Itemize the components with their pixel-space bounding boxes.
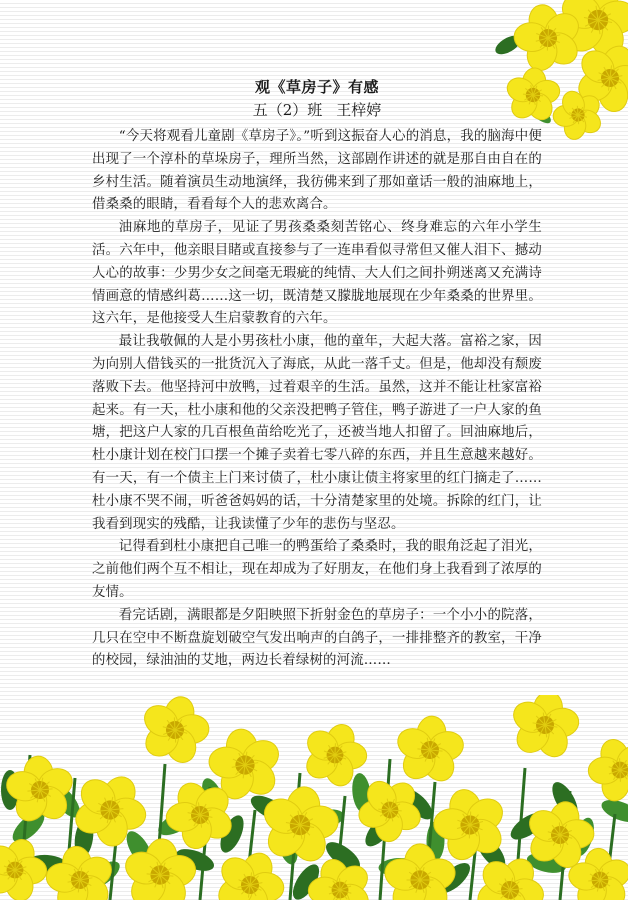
leaf-icon <box>46 780 85 822</box>
leaf-icon <box>1 770 19 810</box>
flower-icon <box>0 753 79 829</box>
flower-icon <box>152 769 248 863</box>
flower-icon <box>515 793 604 879</box>
flower-icon <box>460 842 558 900</box>
flower-icon <box>0 829 58 900</box>
flower-icon <box>503 695 587 767</box>
leaf-icon <box>569 815 598 859</box>
leaf-icon <box>247 791 291 826</box>
leaf-icon <box>433 858 475 898</box>
leaf-icon <box>144 864 172 900</box>
paragraph-3: 最让我敬佩的人是小男孩杜小康，他的童年，大起大落。富裕之家，因为向别人借钱买的一批货沉入了海底，从此一落千丈。但是，他却没有颓废落败下去。他坚持河中放鸭，过着艰辛的生活。虽然，这并不能让杜家富裕起来。有一天，杜小康和他的父亲没把鸭子管住，鸭子游进了一户人家的鱼塘，把这户人家的几百根鱼苗给吃光了，还被当地人扣留了。回油麻地后，杜小康计划在校门口摆一个摊子卖着七零八碎的东西，并且生意越来越好。有一天，有一个债主上门来讨债了，杜小康让债主将家里的红门摘走了……杜小康不哭不闹，听爸爸妈妈的话，十分清楚家里的处境。拆除的红门，让我看到现实的残酷，让我读懂了少年的悲伤与坚忍。 <box>92 334 542 532</box>
leaf-icon <box>506 807 549 844</box>
leaf-icon <box>360 809 400 851</box>
flower-icon <box>423 780 518 872</box>
flower-icon <box>252 780 348 872</box>
leaf-icon <box>303 806 346 831</box>
leaf-icon <box>378 857 419 877</box>
yellow-flower-field-icon <box>0 695 628 900</box>
leaf-icon <box>350 772 373 814</box>
leaf-icon <box>274 823 302 866</box>
leaf-icon <box>8 807 50 847</box>
leaf-icon <box>216 812 249 856</box>
author-name: 王梓婷 <box>336 101 382 119</box>
leaf-icon <box>288 860 324 900</box>
leaf-icon <box>580 857 624 891</box>
paragraph-2: 油麻地的草房子，见证了男孩桑桑刻苦铭心、终身难忘的六年小学生活。六年中，他亲眼目睹或直接参与了一连串看似寻常但又催人泪下、撼动人心的故事：少男少女之间毫无瑕疵的纯情、大人们之间扑朔迷离又充满诗情画意的情感纠葛……这一切，既清楚又朦胧地展现在少年桑桑的世界里。这六年，是他接受人生启蒙教育的六年。 <box>92 220 542 327</box>
leaf-icon <box>81 856 124 894</box>
leaf-icon <box>155 806 199 840</box>
flower-icon <box>297 849 384 900</box>
leaf-icon <box>525 850 568 877</box>
flower-icon <box>291 714 378 799</box>
flower-icon <box>130 695 219 774</box>
flower-icon <box>577 729 628 814</box>
leaf-icon <box>452 804 493 825</box>
leaf-icon <box>426 821 445 861</box>
flower-icon <box>118 836 202 900</box>
flower-icon <box>541 78 615 140</box>
flower-icon <box>550 0 628 67</box>
flower-icon <box>202 839 298 900</box>
flower-icon <box>381 844 459 900</box>
flower-icon <box>342 764 436 858</box>
leaf-icon <box>322 837 365 875</box>
leaf-icon <box>497 868 521 900</box>
leaf-icon <box>100 799 143 825</box>
leaf-icon <box>599 795 628 826</box>
flower-icon <box>390 713 469 789</box>
flower-icon <box>200 723 290 810</box>
leaf-icon <box>26 854 67 875</box>
flower-icon <box>562 32 628 126</box>
paragraph-1: “今天将观看儿童剧《草房子》。”听到这振奋人心的消息，我的脑海中便出现了一个淳朴的草垛房子，理所当然，这部剧作讲述的就是那自由自在的乡村生活。随着演员生动地演绎，我彷佛来到了那如童话一般的油麻地上，借桑桑的眼睛，看看每个人的悲欢离合。 <box>92 129 542 213</box>
flower-icon <box>563 845 628 900</box>
flower-icon <box>38 840 122 900</box>
leaf-icon <box>547 778 583 822</box>
article <box>92 76 542 673</box>
byline <box>92 98 542 122</box>
leaf-icon <box>197 775 229 819</box>
leaf-icon <box>72 817 95 859</box>
paragraph-5: 看完话剧，满眼都是夕阳映照下折射金色的草房子：一个小小的院落，几只在空中不断盘旋划破空气发出响声的白鸽子，一排排整齐的教室，干净的校园，绿油油的艾地，两边长着绿树的河流…… <box>92 607 542 669</box>
article-title: 观《草房子》有感 <box>254 78 379 96</box>
leaf-icon <box>121 827 157 871</box>
flower-icon <box>504 0 593 82</box>
leaf-icon <box>492 32 523 58</box>
paragraph-4: 记得看到杜小康把自己唯一的鸭蛋给了桑桑时，我的眼角泛起了泪光，之前他们两个互不相让，现在却成为了好朋友，在他们身上我看到了浓厚的友情。 <box>92 539 542 600</box>
flower-icon <box>57 759 162 863</box>
leaf-icon <box>173 845 217 876</box>
leaf-icon <box>472 831 511 874</box>
leaf-icon <box>396 784 437 825</box>
class-name: 五（2）班 <box>252 101 323 119</box>
leaf-icon <box>229 856 273 886</box>
